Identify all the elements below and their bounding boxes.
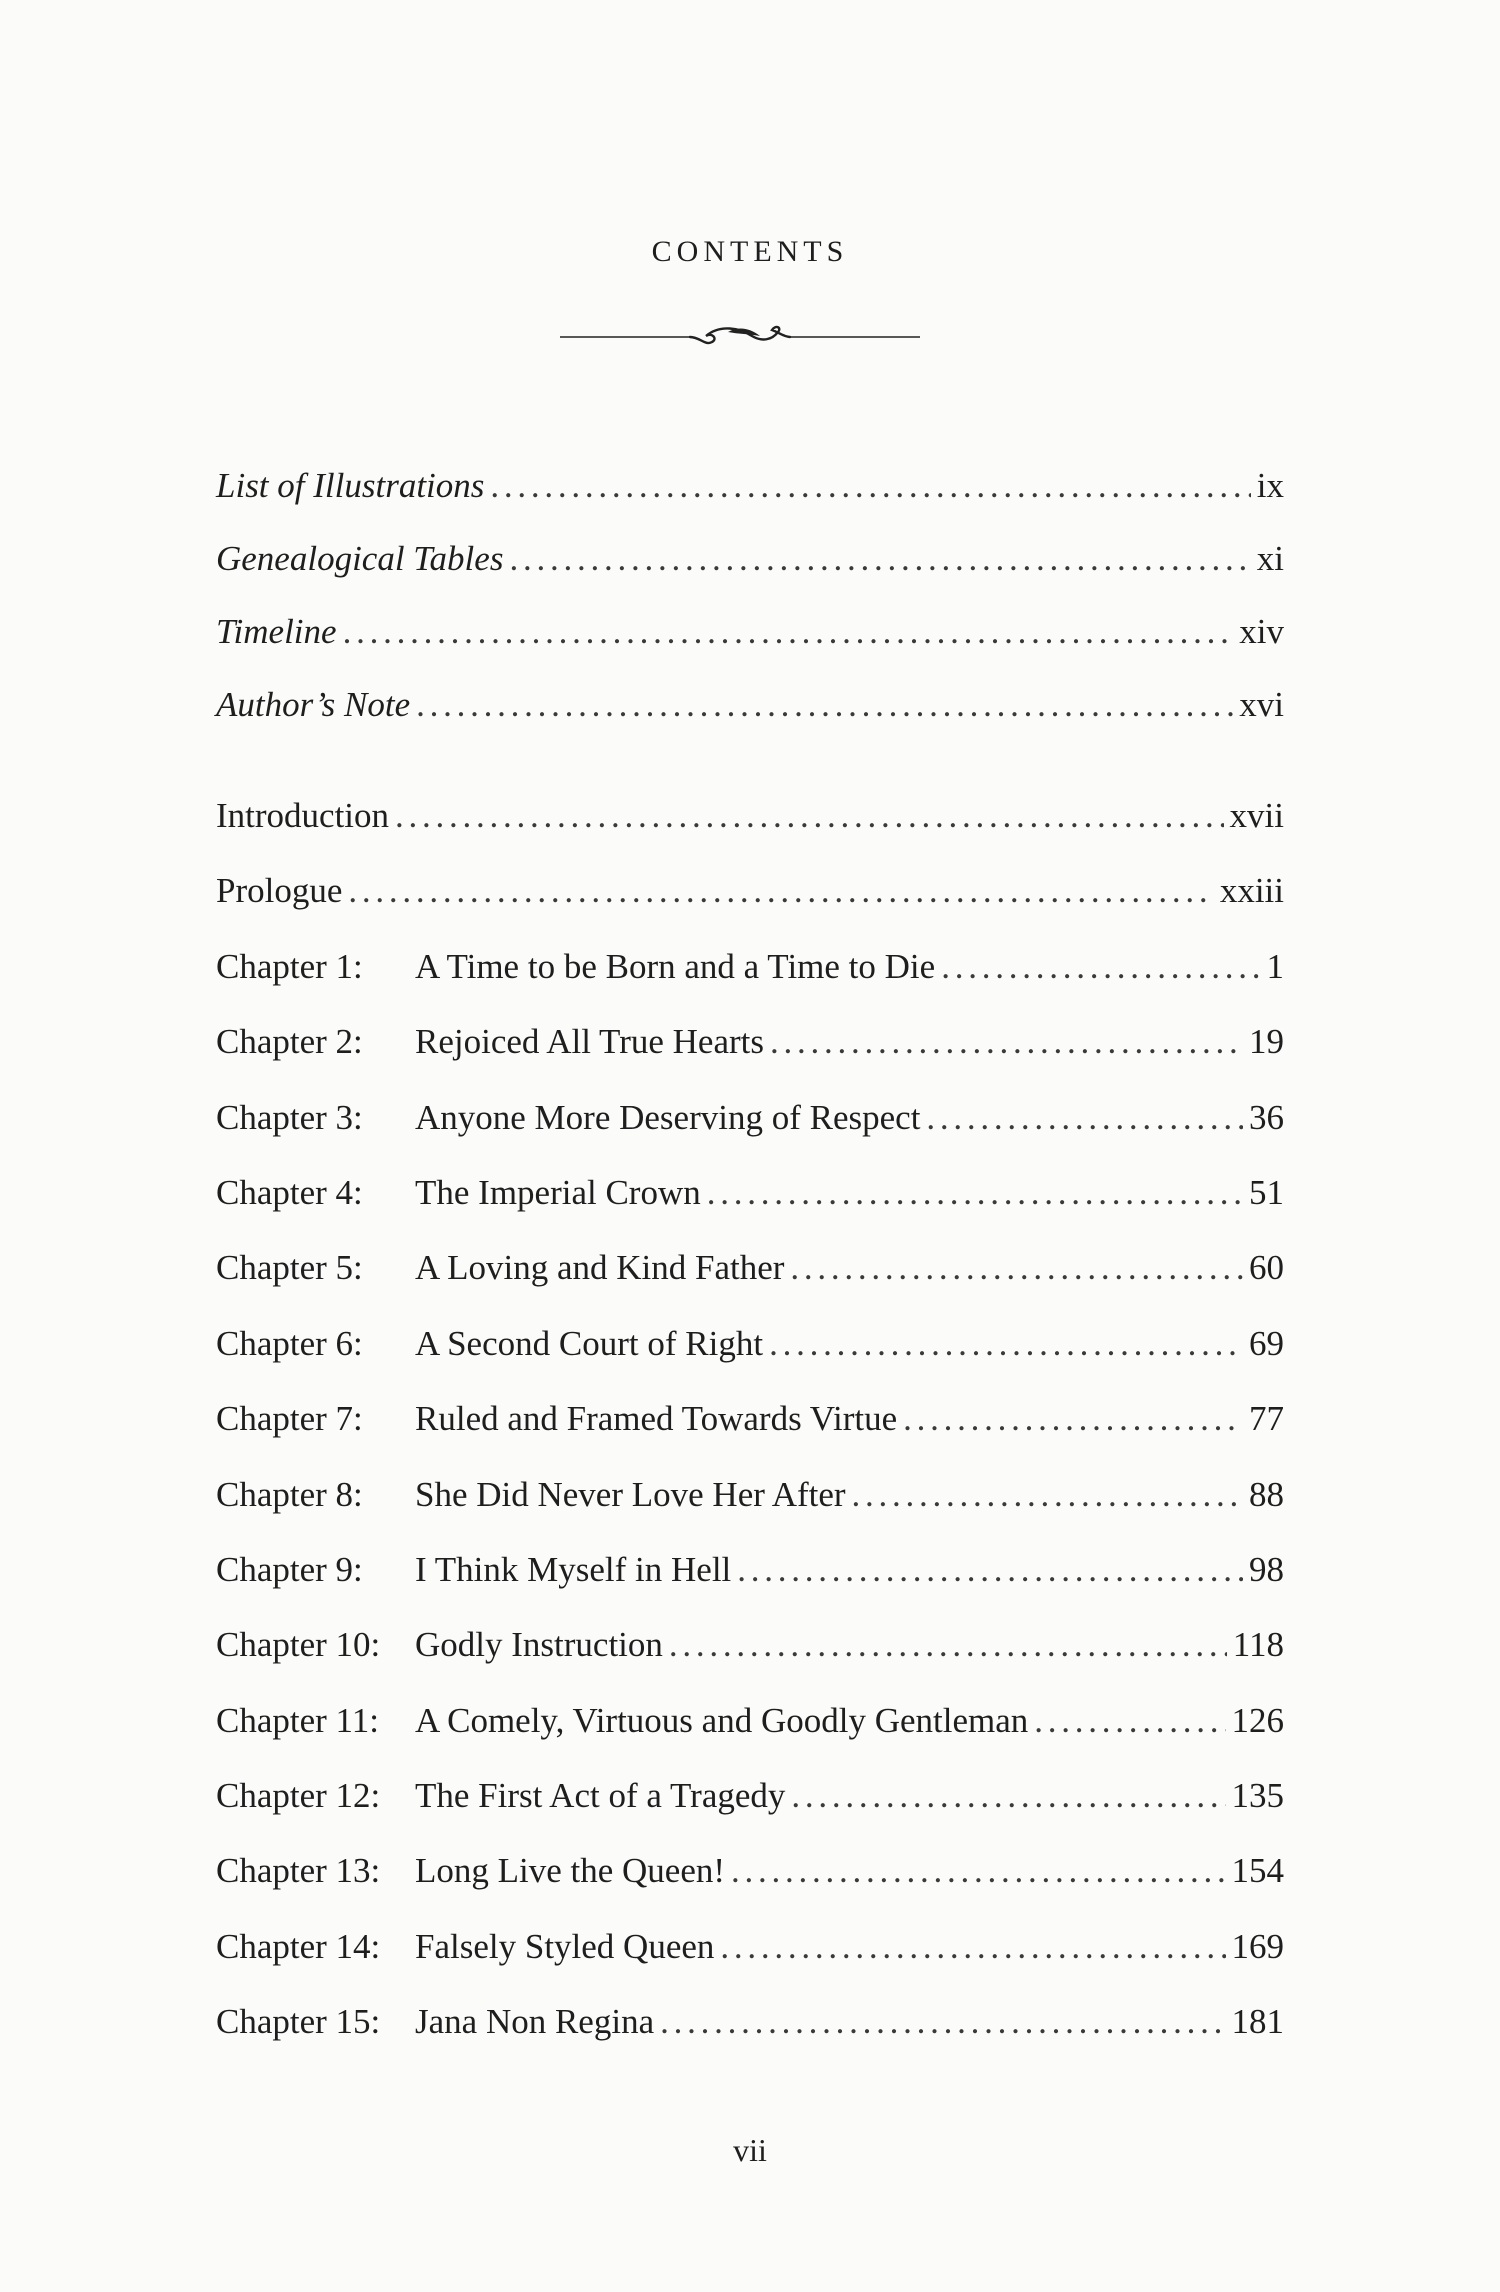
entry-title: I Think Myself in Hell (415, 1549, 732, 1589)
entry-title: Anyone More Deserving of Respect (415, 1097, 921, 1137)
entry-title: A Time to be Born and a Time to Die (415, 946, 936, 986)
entry-page-number: 36 (1249, 1097, 1284, 1137)
entry-title: The Imperial Crown (415, 1172, 701, 1212)
chapter-label: Chapter 8: (216, 1474, 363, 1514)
front-matter-entry[interactable] (216, 668, 1284, 741)
chapter-label: Chapter 14: (216, 1926, 381, 1966)
chapter-label: Chapter 2: (216, 1022, 363, 1062)
dot-leader (348, 853, 1213, 928)
entry-title: List of Illustrations (216, 466, 485, 505)
chapter-entry[interactable] (216, 1306, 1284, 1381)
chapter-label: Chapter 15: (216, 2002, 381, 2042)
entry-title: Introduction (216, 796, 390, 835)
front-matter-entry[interactable] (216, 595, 1284, 668)
dot-leader (770, 1004, 1243, 1079)
entry-title: Godly Instruction (415, 1625, 663, 1665)
front-matter-entry[interactable] (216, 449, 1284, 522)
dot-leader (1034, 1683, 1225, 1758)
entry-page-number: 118 (1232, 1625, 1284, 1665)
dot-leader (509, 522, 1250, 595)
entry-page-number: 154 (1231, 1851, 1284, 1891)
entry-title: Author’s Note (216, 685, 411, 724)
entry-title: A Comely, Virtuous and Goodly Gentleman (415, 1700, 1029, 1740)
chapter-label: Chapter 5: (216, 1248, 363, 1288)
entry-page-number: 88 (1249, 1474, 1284, 1514)
entry-page-number: 169 (1231, 1926, 1284, 1966)
entry-title: Long Live the Queen! (415, 1851, 726, 1891)
dot-leader (720, 1909, 1225, 1984)
flourish-divider-icon (540, 312, 940, 362)
intro-entry[interactable] (216, 778, 1284, 853)
chapter-entry[interactable] (216, 1381, 1284, 1456)
intro-entry[interactable] (216, 853, 1284, 928)
entry-page-number: 19 (1249, 1022, 1284, 1062)
chapter-entry[interactable] (216, 1758, 1284, 1833)
chapter-entry[interactable] (216, 1984, 1284, 2059)
dot-leader (490, 449, 1250, 522)
chapter-label: Chapter 10: (216, 1625, 381, 1665)
dot-leader (669, 1607, 1227, 1682)
chapter-entry[interactable] (216, 1230, 1284, 1305)
chapter-label: Chapter 3: (216, 1097, 363, 1137)
chapter-label: Chapter 6: (216, 1323, 363, 1363)
entry-page-number: xxiii (1219, 871, 1284, 911)
chapter-label: Chapter 12: (216, 1776, 381, 1816)
dot-leader (941, 929, 1260, 1004)
entry-page-number: xiv (1239, 612, 1284, 651)
dot-leader (791, 1758, 1225, 1833)
entry-title: Genealogical Tables (216, 539, 504, 578)
entry-page-number: 77 (1249, 1399, 1284, 1439)
entry-title: Timeline (216, 612, 337, 651)
entry-title: A Second Court of Right (415, 1323, 764, 1363)
front-matter-list (216, 449, 1284, 741)
dot-leader (707, 1155, 1243, 1230)
entry-page-number: xvii (1229, 796, 1284, 835)
entry-page-number: 69 (1249, 1323, 1284, 1363)
entry-title: The First Act of a Tragedy (415, 1776, 786, 1816)
entry-title: Prologue (216, 871, 343, 911)
chapter-entry[interactable] (216, 1155, 1284, 1230)
entry-page-number: xvi (1239, 685, 1284, 724)
entry-page-number: 60 (1249, 1248, 1284, 1288)
entry-title: Falsely Styled Queen (415, 1926, 715, 1966)
entry-page-number: 1 (1266, 946, 1284, 986)
chapter-list (216, 778, 1284, 2060)
front-matter-entry[interactable] (216, 522, 1284, 595)
dot-leader (343, 595, 1234, 668)
entry-page-number: 135 (1231, 1776, 1284, 1816)
dot-leader (416, 668, 1233, 741)
chapter-entry[interactable] (216, 929, 1284, 1004)
entry-title: Ruled and Framed Towards Virtue (415, 1399, 898, 1439)
page-number: vii (733, 2132, 767, 2168)
chapter-label: Chapter 11: (216, 1700, 379, 1740)
entry-title: She Did Never Love Her After (415, 1474, 846, 1514)
dot-leader (769, 1306, 1243, 1381)
dot-leader (790, 1230, 1243, 1305)
dot-leader (737, 1532, 1243, 1607)
dot-leader (926, 1080, 1243, 1155)
chapter-label: Chapter 7: (216, 1399, 363, 1439)
page-title: CONTENTS (651, 235, 849, 268)
chapter-entry[interactable] (216, 1004, 1284, 1079)
dot-leader (660, 1984, 1225, 2059)
chapter-label: Chapter 1: (216, 946, 363, 986)
entry-page-number: 181 (1231, 2002, 1284, 2042)
dot-leader (395, 778, 1224, 853)
dot-leader (731, 1833, 1225, 1908)
chapter-entry[interactable] (216, 1607, 1284, 1682)
chapter-label: Chapter 13: (216, 1851, 381, 1891)
entry-title: Jana Non Regina (415, 2002, 655, 2042)
chapter-label: Chapter 9: (216, 1549, 363, 1589)
entry-page-number: xi (1256, 539, 1284, 578)
entry-title: A Loving and Kind Father (415, 1248, 785, 1288)
chapter-entry[interactable] (216, 1683, 1284, 1758)
entry-page-number: ix (1256, 466, 1284, 505)
dot-leader (852, 1457, 1243, 1532)
chapter-entry[interactable] (216, 1532, 1284, 1607)
entry-title: Rejoiced All True Hearts (415, 1022, 764, 1062)
entry-page-number: 126 (1231, 1700, 1284, 1740)
chapter-entry[interactable] (216, 1457, 1284, 1532)
entry-page-number: 51 (1249, 1172, 1284, 1212)
chapter-label: Chapter 4: (216, 1172, 363, 1212)
chapter-entry[interactable] (216, 1909, 1284, 1984)
chapter-entry[interactable] (216, 1833, 1284, 1908)
entry-page-number: 98 (1249, 1549, 1284, 1589)
dot-leader (903, 1381, 1243, 1456)
chapter-entry[interactable] (216, 1080, 1284, 1155)
